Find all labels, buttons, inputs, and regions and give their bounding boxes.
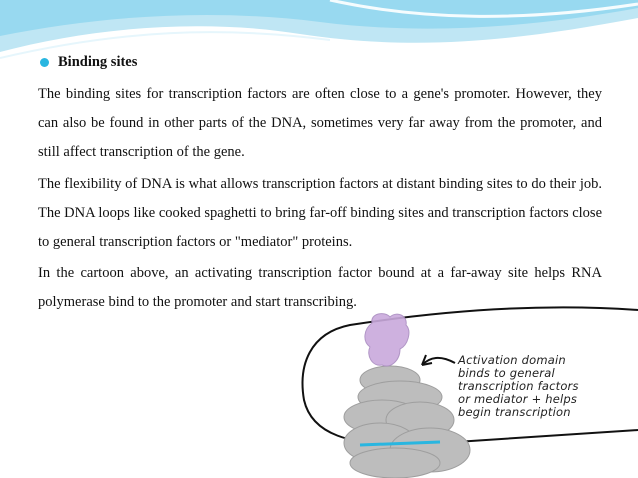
annotation-line-4: or mediator + helps bbox=[458, 392, 578, 406]
transcription-factor bbox=[365, 314, 409, 366]
paragraph-3: In the cartoon above, an activating transcription factor bound at a far-away site helps RNA polymerase bind to the promoter and start transcribing. bbox=[38, 265, 602, 310]
annotation-line-3: transcription factors bbox=[458, 379, 579, 393]
heading: Binding sites bbox=[58, 54, 138, 70]
annotation-line-2: binds to general bbox=[458, 366, 555, 380]
annotation-text bbox=[458, 354, 638, 419]
protein-complex bbox=[344, 366, 470, 478]
paragraph-2: The flexibility of DNA is what allows transcription factors at distant binding sites to do their job. The DNA loops like cooked spaghetti to bring far-off binding sites and transcription factors close to general transcription factors or "mediator" proteins. bbox=[38, 176, 603, 250]
heading-row bbox=[40, 54, 137, 71]
bullet-dot-icon bbox=[40, 58, 49, 67]
paragraph-1: The binding sites for transcription factors are often close to a gene's promoter. However, they can also be found in other parts of the DNA, sometimes very far away from the promoter, and still affect transcription of the gene. bbox=[38, 86, 602, 160]
annotation-line-1: Activation domain bbox=[458, 353, 566, 367]
annotation-line-5: begin transcription bbox=[458, 405, 571, 419]
